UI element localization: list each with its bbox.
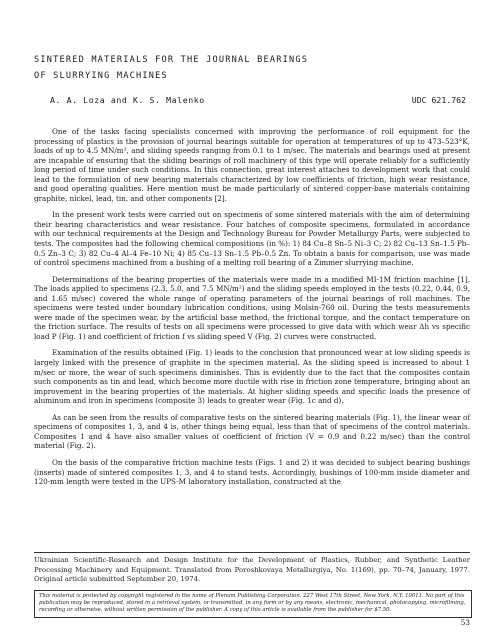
paragraph: In the present work tests were carried out on specimens of some sintered materials with the aim of determining their bearing characteristics and wear resistance. Four batches of composite specimens, formulated in accordance with our technical requirements at the Design and Technology Bureau for Powder Metallurgy Parts, were subjected to tests. The composites had the following chemical compositions (in %): 1) 84 Cu–8 Sn–5 Ni–3 C; 2) 82 Cu–13 Sn–1.5 Pb–0.5 Zn–3 C; 3) 82 Cu–4 Al–4 Fe–10 Ni; 4) 85 Cu–13 Sn–1.5 Pb–0.5 Zn. To obtain a basis for comparison, use was made of control specimens machined from a bushing of a melting roll bearing of a Zimmer slurrying machine. bbox=[34, 210, 470, 268]
page-number: 53 bbox=[460, 618, 470, 627]
footnote-divider bbox=[34, 552, 470, 553]
paragraph: Determinations of the bearing properties of the materials were made in a modified MI-1M friction machine [1]. The loads applied to specimens (2.3, 5.0, and 7.5 MN/m²) and the sliding speeds employed in the tests (0.22, 0.44, 0.9, and 1.65 m/sec) covered the whole range of operating parameters of the journal bearings of roll machines. The specimens were tested under boundary lubrication conditions, using Molsin-760 oil. During the tests measurements were made of the specimen wear, by the artificial base method, the frictional torque, and the contact temperature on the friction surface. The results of tests on all specimens were processed to give data with which wear Δh vs specific load P (Fig. 1) and coefficient of friction f vs sliding speed V (Fig. 2) curves were constructed. bbox=[34, 274, 470, 341]
udc-code: UDC 621.762 bbox=[411, 95, 466, 105]
copyright-notice: This material is protected by copyright registered in the name of Plenum Publishing Corporation, 227 West 17th Street, New York, N.Y. 10011. No part of this publication may be reproduced, stored in a retrieval system, or transmitted, in any form or by any means, electronic, mechanical, photocopying, microfilming, recording or otherwise, without written permission of the publisher. A copy of this article is available from the publisher for $7.50. bbox=[34, 590, 472, 618]
affiliation-footnote: Ukrainian Scientific-Research and Design Institute for the Development of Plastics, Rubber, and Synthetic Leather Processing Machinery and Equipment. Translated from Poroshkovaya Metallurgiya, No. 1(169), pp. 70–74, January, 1977. Original article submitted September 20, 1974. bbox=[34, 556, 470, 583]
title-line-2: OF SLURRYING MACHINES bbox=[34, 71, 168, 81]
paragraph: Examination of the results obtained (Fig. 1) leads to the conclusion that pronounced wear at low sliding speeds is largely linked with the presence of graphite in the specimen material. As the sliding speed is increased to about 1 m/sec or more, the wear of such specimens diminishes. This is evidently due to the fact that the composites contain such components as tin and lead, which become more ductile with rise in friction zone temperature, bringing about an improvement in the bearing properties of the materials. At higher sliding speeds and specific loads the presence of aluminum and iron in specimens (composite 3) leads to greater wear (Fig. 1c and d). bbox=[34, 348, 470, 406]
paragraph: As can be seen from the results of comparative tests on the sintered bearing materials (Fig. 1), the linear wear of specimens of composites 1, 3, and 4 is, other things being equal, less than that of specimens of the control materials. Composites 1 and 4 have also smaller values of coefficient of friction (V = 0.9 and 0.22 m/sec) than the control material (Fig. 2). bbox=[34, 412, 470, 451]
article-body bbox=[34, 127, 470, 494]
title-line-1: SINTERED MATERIALS FOR THE JOURNAL BEARINGS bbox=[34, 55, 309, 65]
paragraph: On the basis of the comparative friction machine tests (Figs. 1 and 2) it was decided to subject bearing bushings (inserts) made of sintered composites 1, 3, and 4 to stand tests. Accordingly, bushings of 100-mm inside diameter and 120-mm length were tested in the UPS-M laboratory installation, constructed at the bbox=[34, 457, 470, 487]
article-title bbox=[34, 52, 474, 84]
paragraph: One of the tasks facing specialists concerned with improving the performance of roll equipment for the processing of plastics is the provision of journal bearings suitable for operation at temperatures of up to 473–523°K, loads of up to 4.5 MN/m², and sliding speeds ranging from 0.1 to 1 m/sec. The materials and bearings used at present are incapable of ensuring that the sliding bearings of roll machinery of this type will operate reliably for a sufficiently long period of time under such conditions. In this connection, great interest attaches to development work that could lead to the formulation of new bearing materials characterized by low coefficients of friction, high wear resistance, and good operating qualities. Here mention must be made particularly of sintered copper-base materials containing graphite, nickel, lead, tin, and other components [2]. bbox=[34, 127, 470, 203]
authors: A. A. Loza and K. S. Malenko bbox=[50, 95, 205, 105]
